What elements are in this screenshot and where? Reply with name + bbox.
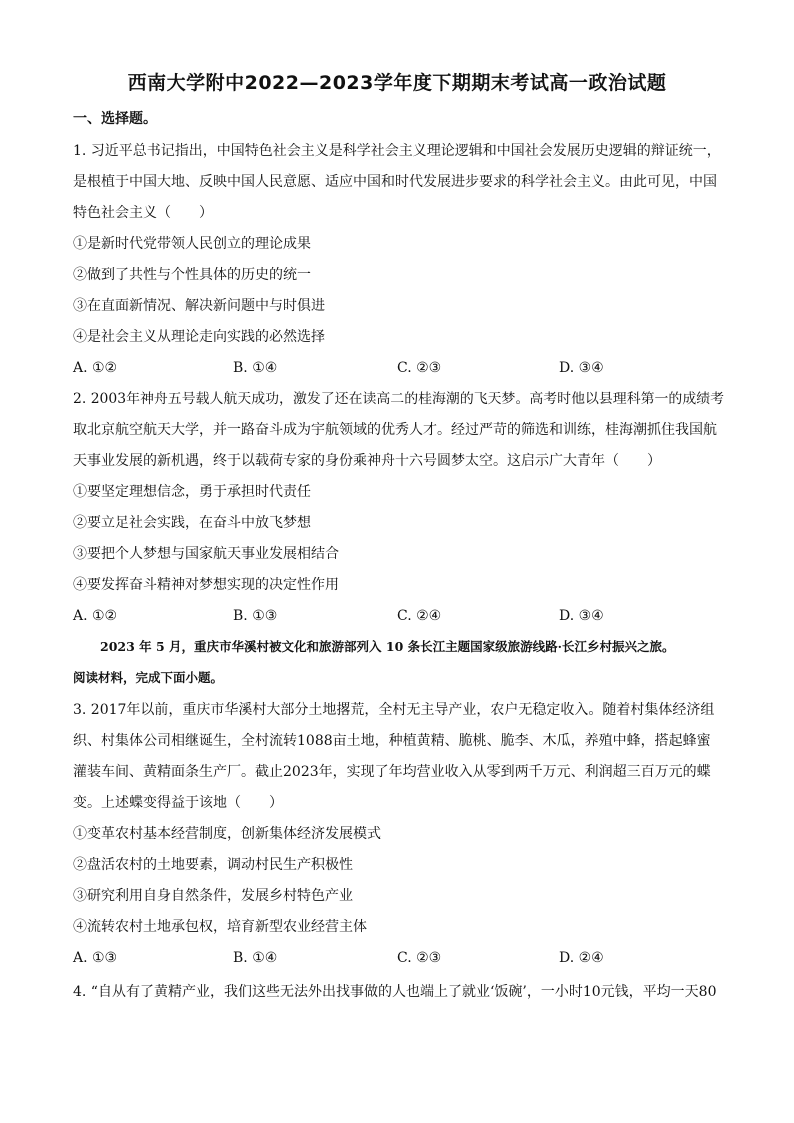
option-d: D. ③④ [559, 360, 604, 376]
option-b: B. ①④ [233, 360, 278, 376]
option-a: A. ①③ [73, 950, 118, 966]
option-c: C. ②③ [397, 950, 442, 966]
option-a: A. ①② [73, 360, 118, 376]
page-title: 西南大学附中2022—2023学年度下期期末考试高一政治试题 [127, 72, 667, 94]
question-3-text: 变。上述蝶变得益于该地（ ） [73, 795, 283, 811]
material-text: 2023 年 5 月，重庆市华溪村被文化和旅游部列入 10 条长江主题国家级旅游线路·长江乡村振兴之旅。 [100, 639, 675, 654]
material-instruction: 阅读材料，完成下面小题。 [73, 670, 224, 685]
question-2-item: ③要把个人梦想与国家航天事业发展相结合 [73, 546, 339, 562]
question-2-options [73, 606, 713, 626]
question-4-text: 4. “自从有了黄精产业，我们这些无法外出找事做的人也端上了就业‘饭碗’，一小时10元钱，平均一天80 [73, 984, 717, 1000]
question-2-item: ②要立足社会实践，在奋斗中放飞梦想 [73, 515, 311, 531]
section-heading: 一、选择题。 [73, 111, 157, 127]
question-2-text: 天事业发展的新机遇，终于以载荷专家的身份乘神舟十六号圆梦太空。这启示广大青年（ ） [73, 453, 661, 469]
question-1-item: ③在直面新情况、解决新问题中与时俱进 [73, 298, 325, 314]
question-2-text: 2. 2003年神舟五号载人航天成功，激发了还在读高二的桂海潮的飞天梦。高考时他以县理科第一的成绩考 [73, 391, 725, 407]
option-d: D. ③④ [559, 608, 604, 624]
option-c: C. ②③ [397, 360, 442, 376]
option-d: D. ②④ [559, 950, 604, 966]
question-2-item: ①要坚定理想信念，勇于承担时代责任 [73, 484, 311, 500]
question-3-item: ③研究利用自身自然条件，发展乡村特色产业 [73, 888, 353, 904]
option-b: B. ①④ [233, 950, 278, 966]
question-3-options [73, 948, 713, 968]
question-1-text: 特色社会主义（ ） [73, 205, 213, 221]
question-1-item: ④是社会主义从理论走向实践的必然选择 [73, 329, 325, 345]
question-3-text: 3. 2017年以前，重庆市华溪村大部分土地撂荒，全村无主导产业，农户无稳定收入。随着村集体经济组 [73, 702, 715, 718]
question-1-item: ②做到了共性与个性具体的历史的统一 [73, 267, 311, 283]
question-3-text: 织、村集体公司相继诞生，全村流转1088亩土地，种植黄精、脆桃、脆李、木瓜，养殖中蜂，搭起蜂蜜 [73, 733, 711, 749]
question-3-item: ①变革农村基本经营制度，创新集体经济发展模式 [73, 826, 381, 842]
question-1-options [73, 358, 713, 378]
option-b: B. ①③ [233, 608, 278, 624]
question-1-text: 1. 习近平总书记指出，中国特色社会主义是科学社会主义理论逻辑和中国社会发展历史逻辑的辩证统一， [73, 143, 721, 159]
question-2-text: 取北京航空航天大学，并一路奋斗成为宇航领域的优秀人才。经过严苛的筛选和训练，桂海潮抓住我国航 [73, 422, 717, 438]
question-1-item: ①是新时代党带领人民创立的理论成果 [73, 236, 311, 252]
question-3-text: 灌装车间、黄精面条生产厂。截止2023年，实现了年均营业收入从零到两千万元、利润超三百万元的蝶 [73, 764, 711, 780]
question-3-item: ②盘活农村的土地要素，调动村民生产积极性 [73, 857, 353, 873]
question-2-item: ④要发挥奋斗精神对梦想实现的决定性作用 [73, 577, 339, 593]
option-a: A. ①② [73, 608, 118, 624]
option-c: C. ②④ [397, 608, 442, 624]
question-1-text: 是根植于中国大地、反映中国人民意愿、适应中国和时代发展进步要求的科学社会主义。由此可见，中国 [73, 174, 717, 190]
question-3-item: ④流转农村土地承包权，培育新型农业经营主体 [73, 919, 367, 935]
